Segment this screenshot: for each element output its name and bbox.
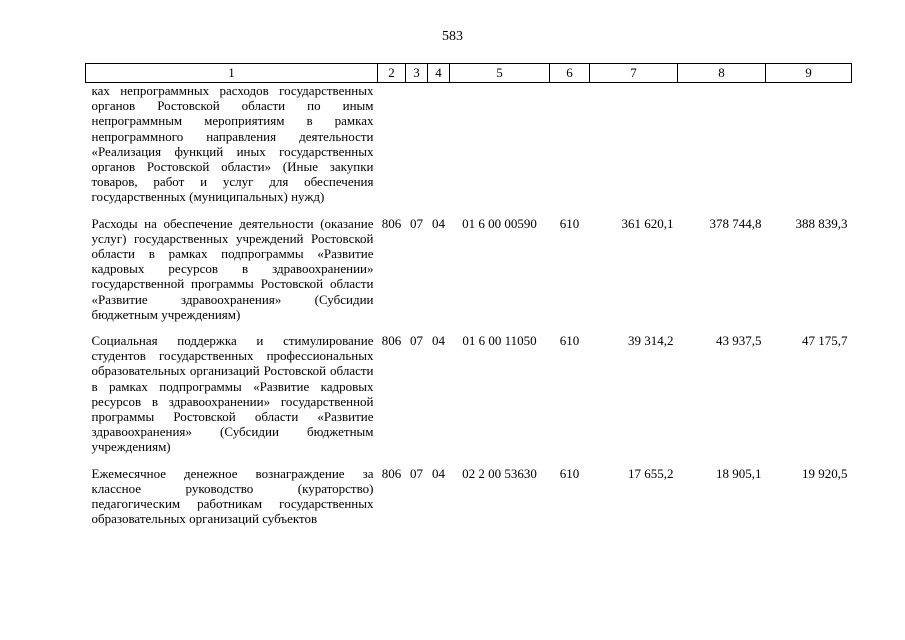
cell-target-article: 01 6 00 00590 <box>462 215 537 231</box>
cell-amount-3: 19 920,5 <box>802 465 848 481</box>
cell-section: 07 <box>410 333 423 349</box>
page-number: 583 <box>442 29 463 44</box>
cell-expense-type: 610 <box>559 465 580 481</box>
row-description: Ежемесячное денежное вознаграждение за классное руководство (кураторство) педагогическим работникам государственных образовательных организаций субъектов <box>91 465 374 527</box>
column-header-4: 4 <box>428 64 450 83</box>
budget-table <box>85 63 852 526</box>
column-header-2: 2 <box>378 64 406 83</box>
cell-ministry: 806 <box>381 465 402 481</box>
cell-subsection: 04 <box>432 215 445 231</box>
column-header-3: 3 <box>406 64 428 83</box>
cell-subsection <box>428 83 450 216</box>
table-row <box>86 333 852 466</box>
cell-ministry: 806 <box>381 215 402 231</box>
cell-amount-3: 388 839,3 <box>795 215 848 231</box>
cell-amount-1 <box>590 83 678 216</box>
cell-amount-2: 378 744,8 <box>709 215 762 231</box>
cell-target-article: 02 2 00 53630 <box>462 465 537 481</box>
column-header-6: 6 <box>550 64 590 83</box>
cell-amount-3 <box>766 83 852 216</box>
cell-ministry <box>378 83 406 216</box>
table-body <box>86 83 852 527</box>
table-row <box>86 83 852 216</box>
cell-ministry: 806 <box>381 333 402 349</box>
column-header-9: 9 <box>766 64 852 83</box>
row-description: ках непрограммных расходов государственных органов Ростовской области по иным непрограммным мероприятиям в рамках непрограммного направления деятельности «Реализация функций иных государственных органов Ростовской области» (Иные закупки товаров, работ и услуг для обеспечения государственных (муниципальных) нужд) <box>91 83 374 205</box>
cell-amount-2: 18 905,1 <box>716 465 762 481</box>
cell-section: 07 <box>410 215 423 231</box>
cell-amount-2: 43 937,5 <box>716 333 762 349</box>
cell-expense-type <box>550 83 590 216</box>
cell-amount-1: 17 655,2 <box>628 465 674 481</box>
header-row <box>86 64 852 83</box>
column-header-1: 1 <box>86 64 378 83</box>
cell-amount-2 <box>678 83 766 216</box>
table-row <box>86 216 852 333</box>
cell-section: 07 <box>410 465 423 481</box>
cell-amount-3: 47 175,7 <box>802 333 848 349</box>
cell-section <box>406 83 428 216</box>
column-header-7: 7 <box>590 64 678 83</box>
cell-subsection: 04 <box>432 465 445 481</box>
cell-expense-type: 610 <box>559 215 580 231</box>
cell-expense-type: 610 <box>559 333 580 349</box>
column-header-5: 5 <box>450 64 550 83</box>
row-description: Расходы на обеспечение деятельности (оказание услуг) государственных учреждений Ростовской области в рамках подпрограммы «Развитие кадровых ресурсов в здравоохранении» государственной программы Ростовской области «Развитие здравоохранения» (Субсидии бюджетным учреждениям) <box>91 215 374 322</box>
cell-amount-1: 361 620,1 <box>621 215 674 231</box>
row-description: Социальная поддержка и стимулирование студентов государственных профессиональных образовательных организаций Ростовской области в рамках подпрограммы «Развитие кадровых ресурсов в здравоохранении» государственной программы Ростовской области «Развитие здравоохранения» (Субсидии бюджетным учреждениям) <box>91 333 374 455</box>
cell-target-article <box>450 83 550 216</box>
cell-target-article: 01 6 00 11050 <box>462 333 537 349</box>
table-row <box>86 466 852 527</box>
cell-subsection: 04 <box>432 333 445 349</box>
column-header-8: 8 <box>678 64 766 83</box>
table-header <box>86 64 852 83</box>
cell-amount-1: 39 314,2 <box>628 333 674 349</box>
